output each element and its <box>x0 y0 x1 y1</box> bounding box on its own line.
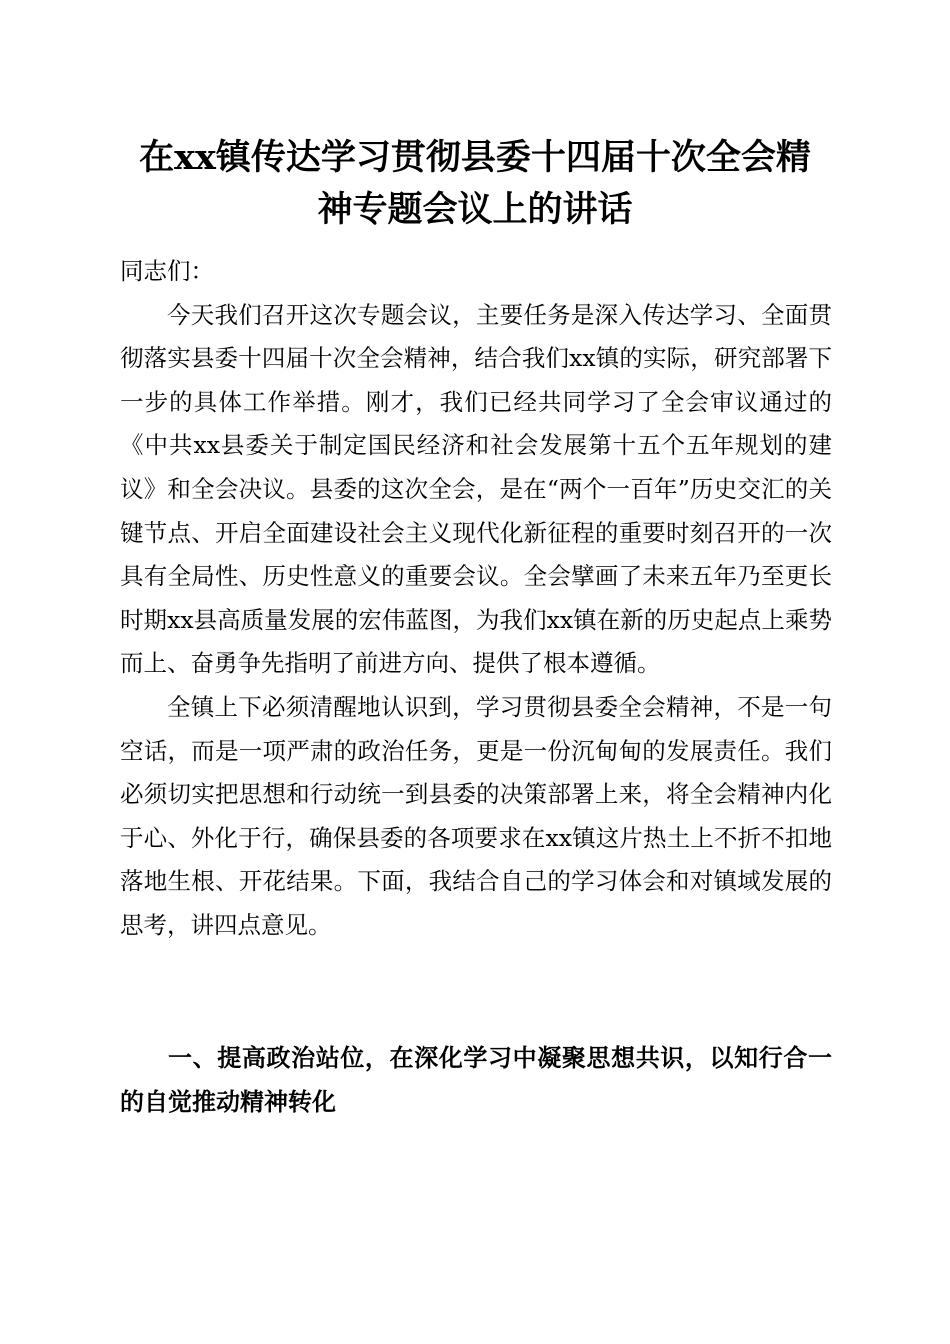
title-line-1: 在xx镇传达学习贯彻县委十四届十次全会精 <box>139 137 811 178</box>
section-heading-1: 一、提高政治站位，在深化学习中凝聚思想共识，以知行合一的自觉推动精神转化 <box>120 1044 832 1116</box>
paragraph-2: 全镇上下必须清醒地认识到，学习贯彻县委全会精神，不是一句空话，而是一项严肃的政治任务，更是一份沉甸甸的发展责任。我们必须切实把思想和行动统一到县委的决策部署上来，将全会精神内化于心、外化于行，确保县委的各项要求在xx镇这片热土上不折不扣地落地生根、开花结果。下面，我结合自己的学习体会和对镇域发展的思考，讲四点意见。 <box>120 692 832 939</box>
salutation: 同志们： <box>120 257 214 285</box>
title-line-2: 神专题会议上的讲话 <box>317 189 633 230</box>
document-body <box>120 250 832 948</box>
document-title <box>110 132 840 236</box>
paragraph-1: 今天我们召开这次专题会议，主要任务是深入传达学习、全面贯彻落实县委十四届十次全会精神，结合我们xx镇的实际，研究部署下一步的具体工作举措。刚才，我们已经共同学习了全会审议通过的《中共xx县委关于制定国民经济和社会发展第十五个五年规划的建议》和全会决议。县委的这次全会，是在“两个一百年”历史交汇的关键节点、开启全面建设社会主义现代化新征程的重要时刻召开的一次具有全局性、历史性意义的重要会议。全会擘画了未来五年乃至更长时期xx县高质量发展的宏伟蓝图，为我们xx镇在新的历史起点上乘势而上、奋勇争先指明了前进方向、提供了根本遵循。 <box>120 300 832 678</box>
